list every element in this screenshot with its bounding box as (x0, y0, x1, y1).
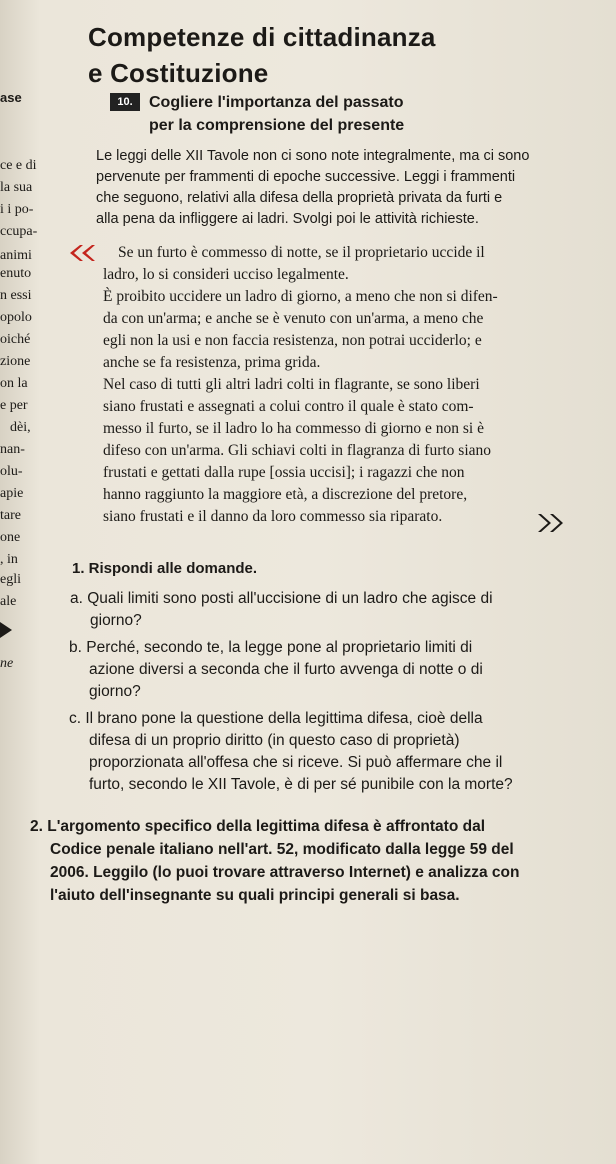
open-quote-icon (68, 244, 96, 262)
page-title-line1: Competenze di cittadinanza (88, 22, 436, 52)
left-fragment: ne (0, 656, 14, 671)
intro-line-2: pervenute per frammenti di epoche successive. Leggi i frammenti (96, 169, 516, 185)
question-1b-line-2: azione diversi a seconda che il furto avvenga di notte o di (89, 661, 483, 678)
left-fragment: animi (0, 248, 32, 263)
quote-line-10: difeso con un'arma. Gli schiavi colti in flagranza di furto siano (103, 442, 492, 459)
exercise-title-line1: Cogliere l'importanza del passato (149, 94, 404, 111)
quote-line-13: siano frustati e il danno da loro commesso sia riparato. (103, 508, 443, 525)
left-fragment: on la (0, 376, 28, 391)
quote-line-3: È proibito uccidere un ladro di giorno, a meno che non si difen- (103, 288, 498, 305)
quote-line-5: egli non la usi e non faccia resistenza, non potrai ucciderlo; e (103, 332, 482, 349)
page-title-line2: e Costituzione (88, 58, 269, 88)
left-fragment: e per (0, 398, 28, 413)
left-fragment: ase (0, 90, 22, 105)
question-1a-line-1: a. Quali limiti sono posti all'uccisione di un ladro che agisce di (70, 590, 493, 607)
exercise-number-badge: 10. (110, 93, 140, 111)
question-1b-line-3: giorno? (89, 683, 141, 700)
left-fragment: n essi (0, 288, 32, 303)
question-1c-line-2: difesa di un proprio diritto (in questo caso di proprietà) (89, 732, 460, 749)
quote-line-1: Se un furto è commesso di notte, se il proprietario uccide il (118, 244, 485, 261)
left-fragment: one (0, 530, 21, 545)
left-fragment: zione (0, 354, 31, 369)
question-1a-line-2: giorno? (90, 612, 142, 629)
left-fragment: olu- (0, 464, 23, 479)
intro-line-1: Le leggi delle XII Tavole non ci sono note integralmente, ma ci sono (96, 148, 530, 164)
left-fragment: dèi, (10, 420, 31, 435)
quote-line-4: da con un'arma; e anche se è venuto con un'arma, a meno che (103, 310, 484, 327)
question-1c-line-4: furto, secondo le XII Tavole, è di per sé punibile con la morte? (89, 776, 513, 793)
question-1-heading: 1. Rispondi alle domande. (72, 560, 258, 577)
quote-line-8: siano frustati e assegnati a colui contro il quale è stato com- (103, 398, 474, 415)
quote-line-2: ladro, lo si consideri ucciso legalmente. (103, 266, 349, 283)
intro-line-4: alla pena da infliggere ai ladri. Svolgi poi le attività richieste. (96, 211, 479, 227)
left-fragment: ce e di (0, 158, 37, 173)
intro-line-3: che seguono, relativi alla difesa della proprietà privata da furti e (96, 190, 503, 206)
question-1b-line-1: b. Perché, secondo te, la legge pone al proprietario limiti di (69, 639, 473, 656)
question-2-line-1: 2. L'argomento specifico della legittima difesa è affrontato dal (30, 818, 486, 835)
left-fragment: oiché (0, 332, 31, 347)
quote-line-9: messo il furto, se il ladro lo ha commesso di giorno e non si è (103, 420, 484, 437)
quote-line-12: hanno raggiunto la maggiore età, a discrezione del pretore, (103, 486, 468, 503)
quote-line-6: anche se fa resistenza, prima grida. (103, 354, 321, 371)
left-fragment: ccupa- (0, 224, 38, 239)
exercise-title-line2: per la comprensione del presente (149, 117, 405, 134)
question-2-line-3: 2006. Leggilo (lo puoi trovare attraverso Internet) e analizza con (50, 864, 520, 881)
left-fragment: nan- (0, 442, 25, 457)
left-fragment: i i po- (0, 202, 34, 217)
left-arrow-marker-icon (0, 620, 14, 640)
question-1c-line-3: proporzionata all'offesa che si riceve. Si può affermare che il (89, 754, 503, 771)
left-fragment: , in (0, 552, 18, 567)
left-fragment: tare (0, 508, 21, 523)
left-fragment: apie (0, 486, 24, 501)
quote-line-11: frustati e gettati dalla rupe [ossia uccisi]; i ragazzi che non (103, 464, 465, 481)
question-1c-line-1: c. Il brano pone la questione della legittima difesa, cioè della (69, 710, 483, 727)
close-quote-icon (535, 513, 565, 533)
left-fragment: la sua (0, 180, 33, 195)
left-fragment: egli (0, 572, 21, 587)
quote-line-7: Nel caso di tutti gli altri ladri colti in flagrante, se sono liberi (103, 376, 480, 393)
left-fragment: opolo (0, 310, 32, 325)
left-fragment: enuto (0, 266, 32, 281)
question-2-line-4: l'aiuto dell'insegnante su quali principi generali si basa. (50, 887, 460, 904)
question-2-line-2: Codice penale italiano nell'art. 52, modificato dalla legge 59 del (50, 841, 514, 858)
left-fragment: ale (0, 594, 17, 609)
